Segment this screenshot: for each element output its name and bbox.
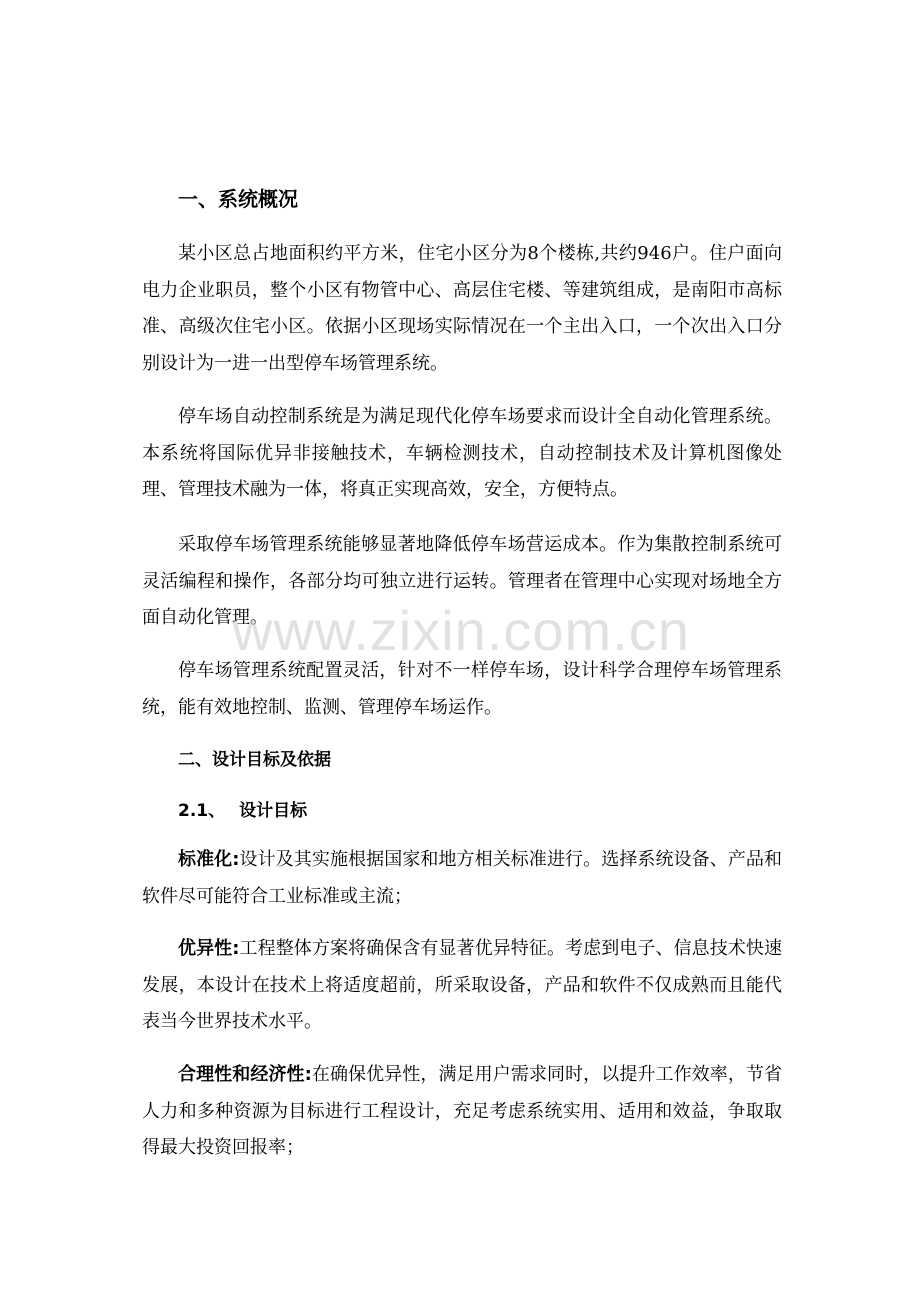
section-1-paragraph-1: 某小区总占地面积约平方米，住宅小区分为8个楼栋,共约946户。住户面向电力企业职员，整个小区有物管中心、高层住宅楼、等建筑组成，是南阳市高标准、高级次住宅小区。依据小区现场实际情况在一个主出入口，一个次出入口分别设计为一进一出型停车场管理系统。 (142, 243, 782, 374)
section-2-heading: 二、设计目标及依据 (178, 750, 331, 770)
goal-text: 在确保优异性，满足用户需求同时，以提升工作效率，节省人力和多种资源为目标进行工程设计，充足考虑系统实用、适用和效益，争取取得最大投资回报率； (142, 1064, 782, 1158)
subsection-number: 2.1、 (178, 801, 226, 821)
section-1-heading: 一、系统概况 (178, 187, 298, 211)
goal-text: 工程整体方案将确保含有显著优异特征。考虑到电子、信息技术快速发展，本设计在技术上将适度超前，所采取设备，产品和软件不仅成熟而且能代表当今世界技术水平。 (142, 938, 782, 1032)
goal-label: 合理性和经济性: (178, 1064, 312, 1085)
section-1-paragraph-2: 停车场自动控制系统是为满足现代化停车场要求而设计全自动化管理系统。本系统将国际优异非接触技术，车辆检测技术，自动控制技术及计算机图像处理、管理技术融为一体，将真正实现高效，安全，方便特点。 (142, 406, 782, 500)
section-1-paragraph-4: 停车场管理系统配置灵活，针对不一样停车场，设计科学合理停车场管理系统，能有效地控制、监测、管理停车场运作。 (142, 660, 782, 718)
goal-text: 设计及其实施根据国家和地方相关标准进行。选择系统设备、产品和软件尽可能符合工业标准或主流； (142, 849, 782, 907)
goal-label: 优异性: (178, 938, 240, 959)
goal-excellence (142, 931, 782, 1041)
subsection-title: 设计目标 (239, 801, 308, 821)
goal-standardization (142, 842, 782, 915)
goal-rationality-economy (142, 1057, 782, 1167)
watermark: www.zixin.com.cn (232, 599, 690, 662)
subsection-2-1-heading (178, 798, 307, 824)
section-1-paragraph-3: 采取停车场管理系统能够显著地降低停车场营运成本。作为集散控制系统可灵活编程和操作，各部分均可独立进行运转。管理者在管理中心实现对场地全方面自动化管理。 (142, 534, 782, 628)
goal-label: 标准化: (178, 849, 240, 870)
